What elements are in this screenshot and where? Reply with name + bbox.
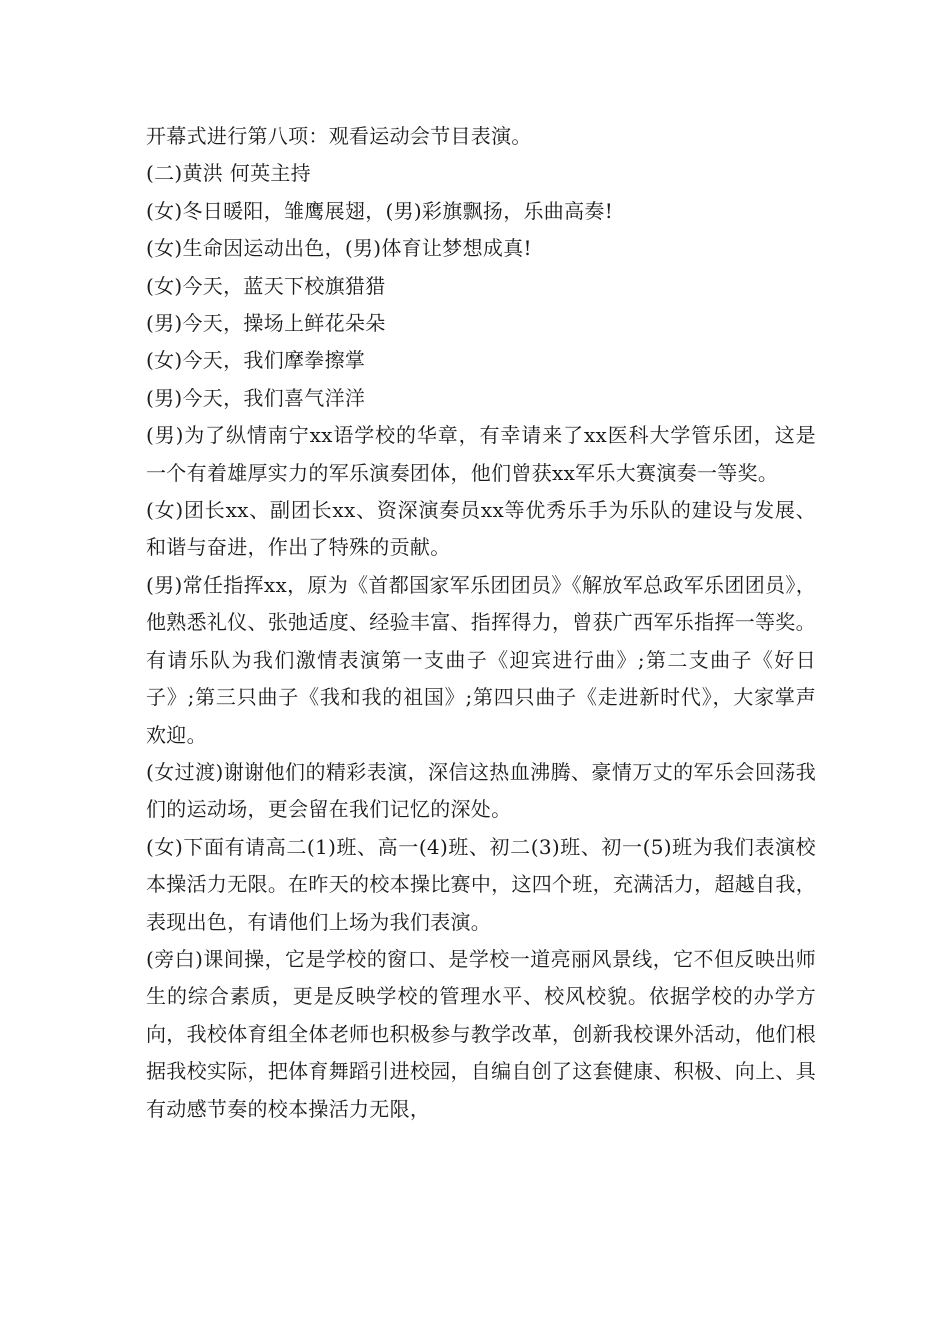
paragraph-item-8: (男)今天，我们喜气洋洋 bbox=[146, 385, 366, 410]
paragraph-item-14: (女)下面有请高二(1)班、高一(4)班、初二(3)班、初一(5)班为我们表演校本操活力无限。在昨天的校本操比赛中，这四个班，充满活力，超越自我，表现出色，有请他们上场为我们表演。 bbox=[146, 834, 816, 934]
paragraph-item-13: (女过渡)谢谢他们的精彩表演，深信这热血沸腾、豪情万丈的军乐会回荡我们的运动场，更会留在我们记忆的深处。 bbox=[146, 759, 816, 822]
paragraph-item-2: (二)黄洪 何英主持 bbox=[146, 161, 311, 186]
paragraph-item-3: (女)冬日暖阳，雏鹰展翅，(男)彩旗飘扬，乐曲高奏! bbox=[146, 198, 614, 223]
paragraph-item-9: (男)为了纵情南宁xx语学校的华章，有幸请来了xx医科大学管乐团，这是一个有着雄厚实力的军乐演奏团体，他们曾获xx军乐大赛演奏一等奖。 bbox=[146, 423, 816, 485]
paragraph-item-15: (旁白)课间操，它是学校的窗口、是学校一道亮丽风景线，它不但反映出师生的综合素质，更是反映学校的管理水平、校风校貌。依据学校的办学方向，我校体育组全体老师也积极参与教学改革，创新我校课外活动，他们根据我校实际，把体育舞蹈引进校园，自编自创了这套健康、积极、向上、具有动感节奏的校本操活力无限， bbox=[146, 946, 816, 1121]
paragraph-item-5: (女)今天，蓝天下校旗猎猎 bbox=[146, 273, 386, 298]
paragraph-item-7: (女)今天，我们摩拳擦掌 bbox=[146, 348, 366, 373]
paragraph-item-10: (女)团长xx、副团长xx、资深演奏员xx等优秀乐手为乐队的建设与发展、和谐与奋进，作出了特殊的贡献。 bbox=[146, 498, 816, 560]
paragraph-item-6: (男)今天，操场上鲜花朵朵 bbox=[146, 311, 386, 336]
paragraph-item-4: (女)生命因运动出色，(男)体育让梦想成真! bbox=[146, 236, 532, 261]
paragraph-item-11: (男)常任指挥xx，原为《首都国家军乐团团员》《解放军总政军乐团团员》，他熟悉礼仪、张弛适度、经验丰富、指挥得力，曾获广西军乐指挥一等奖。 bbox=[146, 572, 816, 635]
paragraph-item-12: 有请乐队为我们激情表演第一支曲子《迎宾进行曲》;第二支曲子《好日子》;第三只曲子《我和我的祖国》;第四只曲子《走进新时代》，大家掌声欢迎。 bbox=[146, 647, 816, 747]
document-body bbox=[146, 118, 816, 1128]
paragraph-item-1: 开幕式进行第八项：观看运动会节目表演。 bbox=[146, 124, 532, 148]
